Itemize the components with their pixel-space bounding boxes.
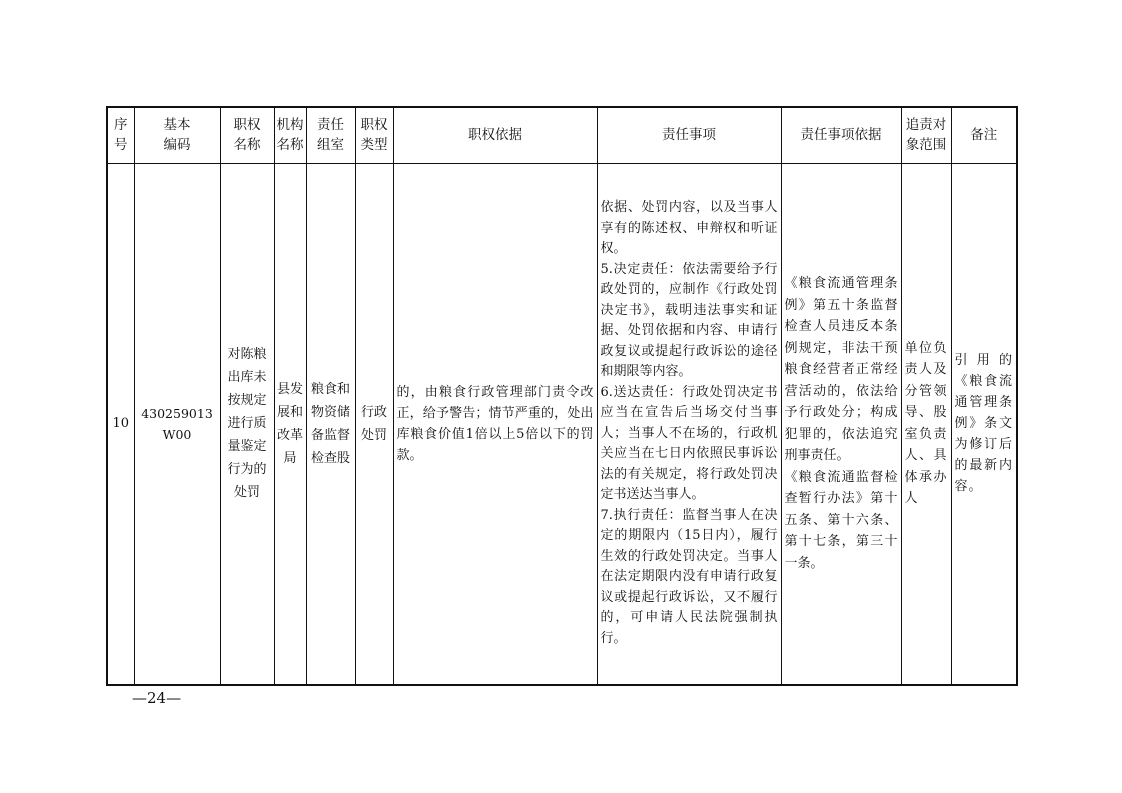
header-remark: 备注 bbox=[951, 107, 1017, 163]
header-matters: 责任事项 bbox=[597, 107, 781, 163]
header-code: 基本 编码 bbox=[134, 107, 220, 163]
cell-code: 430259013W00 bbox=[134, 163, 220, 685]
cell-accountability: 单位负责人及分管领导、股室负责人、具体承办人 bbox=[901, 163, 951, 685]
cell-matters-basis: 《粮食流通管理条例》第五十条监督检查人员违反本条例规定，非法干预粮食经营者正常经营活动的，依法给予行政处分；构成犯罪的，依法追究刑事责任。 《粮食流通监督检查暂行办法》第十五条、第十六条、第十七条，第三十一条。 bbox=[781, 163, 901, 685]
header-name: 职权 名称 bbox=[220, 107, 274, 163]
cell-org: 县发展和改革局 bbox=[274, 163, 306, 685]
cell-type: 行政处罚 bbox=[355, 163, 393, 685]
header-basis: 职权依据 bbox=[393, 107, 597, 163]
header-seq: 序 号 bbox=[107, 107, 134, 163]
cell-basis: 的，由粮食行政管理部门责令改正，给予警告；情节严重的，处出库粮食价值1倍以上5倍以下的罚款。 bbox=[393, 163, 597, 685]
header-dept: 责任 组室 bbox=[306, 107, 355, 163]
header-org: 机构 名称 bbox=[274, 107, 306, 163]
cell-dept: 粮食和物资储备监督检查股 bbox=[306, 163, 355, 685]
header-accountability: 追责对 象范围 bbox=[901, 107, 951, 163]
cell-matters: 依据、处罚内容，以及当事人享有的陈述权、申辩权和听证权。 5.决定责任：依法需要给予行政处罚的，应制作《行政处罚决定书》，载明违法事实和证据、处罚依据和内容、申请行政复议或提起行政诉讼的途径和期限等内容。 6.送达责任：行政处罚决定书应当在宣告后当场交付当事人；当事人不在场的，行政机关应当在七日内依照民事诉讼法的有关规定，将行政处罚决定书送达当事人。 7.执行责任：监督当事人在决定的期限内（15日内），履行生效的行政处罚决定。当事人在法定期限内没有申请行政复议或提起行政诉讼，又不履行的，可申请人民法院强制执行。 bbox=[597, 163, 781, 685]
table-row bbox=[107, 163, 1017, 685]
header-type: 职权 类型 bbox=[355, 107, 393, 163]
page-number: —24— bbox=[132, 689, 182, 707]
cell-remark: 引用的《粮食流通管理条例》条文为修订后的最新内容。 bbox=[951, 163, 1017, 685]
responsibility-table bbox=[106, 106, 1018, 686]
cell-seq: 10 bbox=[107, 163, 134, 685]
table-header-row bbox=[107, 107, 1017, 163]
cell-name: 对陈粮出库未按规定进行质量鉴定行为的处罚 bbox=[220, 163, 274, 685]
header-matters-basis: 责任事项依据 bbox=[781, 107, 901, 163]
